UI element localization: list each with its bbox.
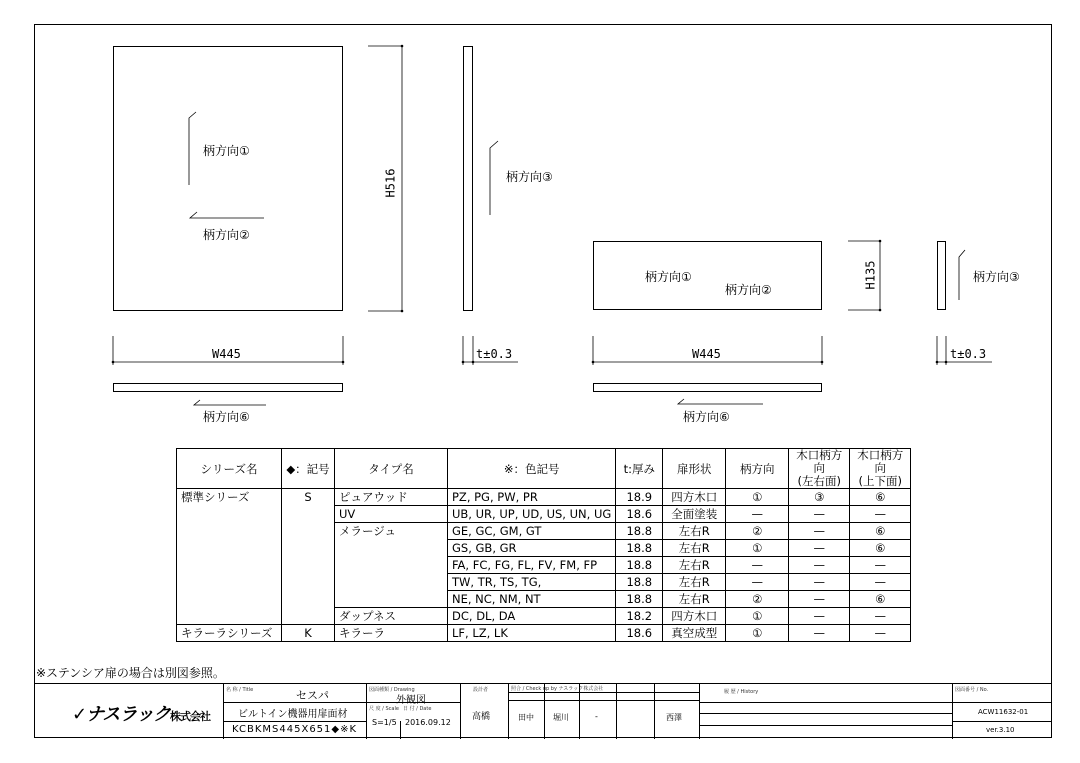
- table-cell-type: メラージュ: [335, 523, 448, 540]
- table-cell-series: [177, 523, 282, 540]
- table-cell-shape: 四方木口: [663, 489, 726, 506]
- table-cell-colors: DC, DL, DA: [448, 608, 616, 625]
- pattern-arrow-6b: [678, 399, 763, 404]
- company-name: ナスラック: [86, 704, 171, 725]
- table-cell-colors: PZ, PG, PW, PR: [448, 489, 616, 506]
- designer-name: 高橋: [472, 712, 491, 722]
- table-cell-dir: —: [726, 574, 789, 591]
- scale-value: S=1/5: [372, 718, 397, 727]
- table-cell-t: 18.8: [616, 557, 663, 574]
- table-cell-edge-tb: —: [850, 506, 911, 523]
- table-cell-shape: 真空成型: [663, 625, 726, 642]
- table-cell-shape: 左右R: [663, 574, 726, 591]
- table-cell-colors: LF, LZ, LK: [448, 625, 616, 642]
- pattern-arrow-3: [490, 141, 498, 215]
- table-cell-colors: GE, GC, GM, GT: [448, 523, 616, 540]
- pattern-direction-1-label: 柄方向①: [203, 144, 250, 158]
- table-cell-code: [282, 506, 335, 523]
- table-row: [177, 625, 911, 642]
- table-cell-series: [177, 506, 282, 523]
- title-caption: 名 称 / Title: [226, 687, 254, 693]
- table-row: [177, 574, 911, 591]
- table-cell-type: [335, 591, 448, 608]
- model-number: KCBKMS445X651◆※K: [232, 724, 358, 735]
- table-cell-code: [282, 540, 335, 557]
- pattern-direction-6-label: 柄方向⑥: [203, 410, 250, 424]
- product-series-title: セスパ: [296, 689, 329, 702]
- col-series: シリーズ名: [177, 449, 282, 489]
- table-cell-shape: 左右R: [663, 540, 726, 557]
- company-logo: [72, 700, 210, 726]
- table-cell-edge-lr: ③: [789, 489, 850, 506]
- table-row: [177, 557, 911, 574]
- drawing-number: ACW11632-01: [978, 708, 1029, 716]
- table-header-row: [177, 449, 911, 489]
- table-cell-colors: UB, UR, UP, UD, US, UN, UG: [448, 506, 616, 523]
- height-dimension-label: H516: [383, 168, 398, 198]
- table-cell-colors: NE, NC, NM, NT: [448, 591, 616, 608]
- table-cell-type: UV: [335, 506, 448, 523]
- col-edge-tb-text: 木口柄方向 (上下面): [857, 448, 904, 488]
- table-row: [177, 591, 911, 608]
- table-cell-series: キラーラシリーズ: [177, 625, 282, 642]
- table-cell-type: [335, 574, 448, 591]
- table-cell-series: [177, 557, 282, 574]
- table-cell-series: [177, 540, 282, 557]
- table-cell-t: 18.6: [616, 506, 663, 523]
- col-shape: 扉形状: [663, 449, 726, 489]
- scale-caption: 尺 度 / Scale: [369, 706, 399, 712]
- pattern-direction-3-label: 柄方向③: [506, 170, 553, 184]
- door-panel-side-small: [937, 241, 946, 310]
- table-cell-dir: ①: [726, 489, 789, 506]
- table-cell-dir: ①: [726, 540, 789, 557]
- check-caption: 照合 / Check up by ナスラック株式会社: [511, 686, 604, 692]
- table-cell-dir: ②: [726, 523, 789, 540]
- table-cell-series: [177, 591, 282, 608]
- table-row: [177, 506, 911, 523]
- table-cell-code: [282, 574, 335, 591]
- table-cell-edge-tb: —: [850, 625, 911, 642]
- table-cell-edge-tb: —: [850, 608, 911, 625]
- table-cell-t: 18.2: [616, 608, 663, 625]
- footnote: ※ステンシア扉の場合は別図参照。: [36, 666, 225, 680]
- designer-caption: 設計者: [473, 687, 489, 693]
- table-cell-shape: 左右R: [663, 591, 726, 608]
- table-cell-dir: —: [726, 557, 789, 574]
- col-thickness: t:厚み: [616, 449, 663, 489]
- pattern-arrow-2: [190, 212, 264, 218]
- table-row: [177, 489, 911, 506]
- table-cell-edge-tb: ⑥: [850, 523, 911, 540]
- col-colors: ※：色記号: [448, 449, 616, 489]
- col-type: タイプ名: [335, 449, 448, 489]
- company-suffix: 株式会社: [170, 710, 211, 723]
- pattern-arrow-6: [194, 400, 266, 405]
- checker-3: -: [595, 712, 598, 721]
- pattern-direction-2b-label: 柄方向②: [725, 283, 772, 297]
- table-cell-type: キラーラ: [335, 625, 448, 642]
- table-cell-dir: ①: [726, 608, 789, 625]
- table-cell-series: 標準シリーズ: [177, 489, 282, 506]
- thickness-tolerance-label: t±0.3: [476, 347, 513, 361]
- number-caption: 図面番号 / No.: [955, 687, 989, 693]
- table-cell-edge-tb: ⑥: [850, 489, 911, 506]
- drawing-type: 外観図: [396, 695, 426, 706]
- checker-1: 田中: [518, 713, 534, 722]
- table-cell-edge-tb: ⑥: [850, 591, 911, 608]
- table-cell-dir: ①: [726, 625, 789, 642]
- table-cell-edge-lr: —: [789, 625, 850, 642]
- table-cell-code: [282, 608, 335, 625]
- pattern-direction-6b-label: 柄方向⑥: [683, 410, 730, 424]
- table-cell-type: [335, 540, 448, 557]
- table-cell-type: ダップネス: [335, 608, 448, 625]
- date-value: 2016.09.12: [405, 718, 451, 727]
- table-cell-shape: 全面塗装: [663, 506, 726, 523]
- table-cell-dir: —: [726, 506, 789, 523]
- pattern-arrow-3b: [959, 250, 965, 300]
- table-cell-edge-lr: —: [789, 523, 850, 540]
- table-cell-shape: 左右R: [663, 523, 726, 540]
- logo-mark-icon: ✓: [72, 704, 87, 725]
- table-cell-series: [177, 608, 282, 625]
- table-cell-colors: FA, FC, FG, FL, FV, FM, FP: [448, 557, 616, 574]
- table-cell-code: [282, 591, 335, 608]
- pattern-direction-2-label: 柄方向②: [203, 228, 250, 242]
- table-cell-edge-tb: —: [850, 574, 911, 591]
- table-cell-t: 18.8: [616, 574, 663, 591]
- table-cell-colors: TW, TR, TS, TG,: [448, 574, 616, 591]
- product-subtitle: ビルトイン機器用扉面材: [238, 709, 348, 720]
- thickness-tolerance-label-small: t±0.3: [950, 347, 987, 361]
- table-cell-edge-lr: —: [789, 557, 850, 574]
- history-caption: 履 歴 / History: [724, 689, 759, 695]
- table-cell-edge-lr: —: [789, 574, 850, 591]
- drawing-caption: 図面種類 / Drawing: [369, 687, 415, 693]
- width-dimension-label-small: W445: [692, 347, 721, 361]
- table-cell-edge-lr: —: [789, 591, 850, 608]
- table-cell-colors: GS, GB, GR: [448, 540, 616, 557]
- col-direction: 柄方向: [726, 449, 789, 489]
- table-cell-edge-lr: —: [789, 506, 850, 523]
- pattern-direction-3b-label: 柄方向③: [973, 270, 1020, 284]
- col-edge-tb: [850, 449, 911, 489]
- checker-2: 堀川: [553, 713, 569, 722]
- table-cell-edge-tb: ⑥: [850, 540, 911, 557]
- table-cell-code: K: [282, 625, 335, 642]
- col-code: ◆：記号: [282, 449, 335, 489]
- width-dimension-label: W445: [212, 347, 241, 361]
- table-cell-t: 18.6: [616, 625, 663, 642]
- version: ver.3.10: [986, 726, 1015, 734]
- table-cell-code: [282, 557, 335, 574]
- pattern-direction-1b-label: 柄方向①: [645, 270, 692, 284]
- col-edge-lr: [789, 449, 850, 489]
- table-cell-t: 18.9: [616, 489, 663, 506]
- door-panel-front-small: [593, 241, 822, 310]
- table-cell-type: [335, 557, 448, 574]
- col-edge-lr-text: 木口柄方向 (左右面): [796, 448, 843, 488]
- table-cell-shape: 左右R: [663, 557, 726, 574]
- checker-4: 西澤: [666, 713, 682, 722]
- height-dimension-label-small: H135: [863, 260, 878, 290]
- pattern-arrow-1: [189, 112, 196, 185]
- table-cell-edge-lr: —: [789, 608, 850, 625]
- door-panel-bottom-small: [593, 383, 822, 392]
- table-row: [177, 540, 911, 557]
- table-cell-t: 18.8: [616, 523, 663, 540]
- table-cell-edge-lr: —: [789, 540, 850, 557]
- table-row: [177, 608, 911, 625]
- table-cell-t: 18.8: [616, 540, 663, 557]
- table-cell-t: 18.8: [616, 591, 663, 608]
- table-cell-edge-tb: —: [850, 557, 911, 574]
- table-cell-dir: ②: [726, 591, 789, 608]
- table-cell-series: [177, 574, 282, 591]
- table-cell-shape: 四方木口: [663, 608, 726, 625]
- table-row: [177, 523, 911, 540]
- table-cell-code: [282, 523, 335, 540]
- date-caption: 日 付 / Date: [403, 706, 432, 712]
- specification-table: [176, 448, 911, 642]
- table-cell-type: ピュアウッド: [335, 489, 448, 506]
- title-block: [34, 683, 1052, 739]
- table-cell-code: S: [282, 489, 335, 506]
